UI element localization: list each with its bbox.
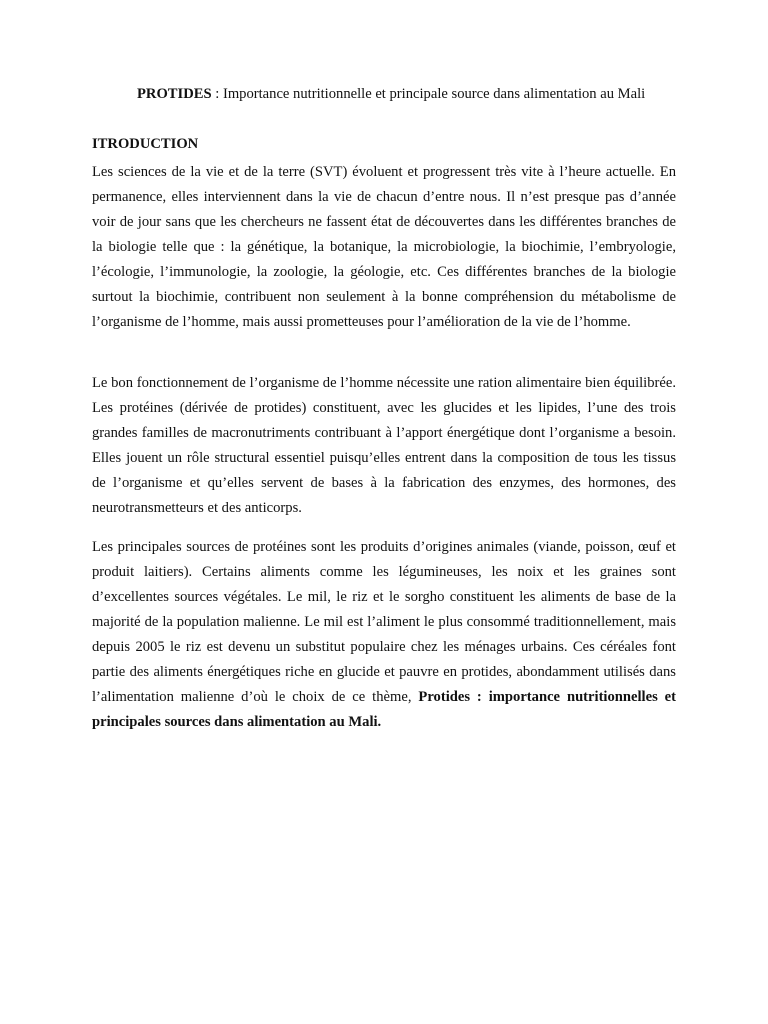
title-label: PROTIDES xyxy=(137,86,212,102)
paragraph-3-bold-theme: Protides : importance nutritionnelles et principales sources dans alimentation au Mali. xyxy=(92,689,677,730)
paragraph-3 xyxy=(92,535,676,735)
document-title xyxy=(137,84,697,104)
paragraph-3-text: Les principales sources de protéines sont les produits d’origines animales (viande, poisson, œuf et produit laitiers). Certains aliments comme les légumineuses, les noix et les graines sont d’excellentes sources végétales. Le mil, le riz et le sorgho constituent les aliments de base de la majorité de la population malienne. Le mil est l’aliment le plus consommé traditionnellement, mais depuis 2005 le riz est devenu un substitut populaire chez les ménages urbains. Ces céréales font partie des aliments énergétiques riche en glucide et pauvre en protides, abondamment utilisés dans l’alimentation malienne d’où le choix de ce thème, xyxy=(92,539,676,705)
paragraph-1: Les sciences de la vie et de la terre (SVT) évoluent et progressent très vite à l’heure actuelle. En permanence, elles interviennent dans la vie de chacun d’entre nous. Il n’est presque pas d’année voir de jour sans que les chercheurs ne fassent état de découvertes dans les différentes branches de la biologie telle que : la génétique, la botanique, la microbiologie, la biochimie, l’embryologie, l’écologie, l’immunologie, la zoologie, la géologie, etc. Ces différentes branches de la biologie surtout la biochimie, contribuent non seulement à la bonne compréhension du métabolisme de l’organisme de l’homme, mais aussi prometteuses pour l’amélioration de la vie de l’homme. xyxy=(92,164,676,330)
section-heading: ITRODUCTION xyxy=(92,136,199,152)
title-rest: : Importance nutritionnelle et principale source dans alimentation au Mali xyxy=(211,86,646,102)
paragraph-2: Le bon fonctionnement de l’organisme de l’homme nécessite une ration alimentaire bien équilibrée. Les protéines (dérivée de protides) constituent, avec les glucides et les lipides, l’une des trois grandes familles de macronutriments contribuant à l’apport énergétique dont l’organisme a besoin. Elles jouent un rôle structural essentiel puisqu’elles entrent dans la composition de tous les tissus de l’organisme et qu’elles servent de bases à la fabrication des enzymes, des hormones, des neurotransmetteurs et des anticorps. xyxy=(92,375,676,516)
